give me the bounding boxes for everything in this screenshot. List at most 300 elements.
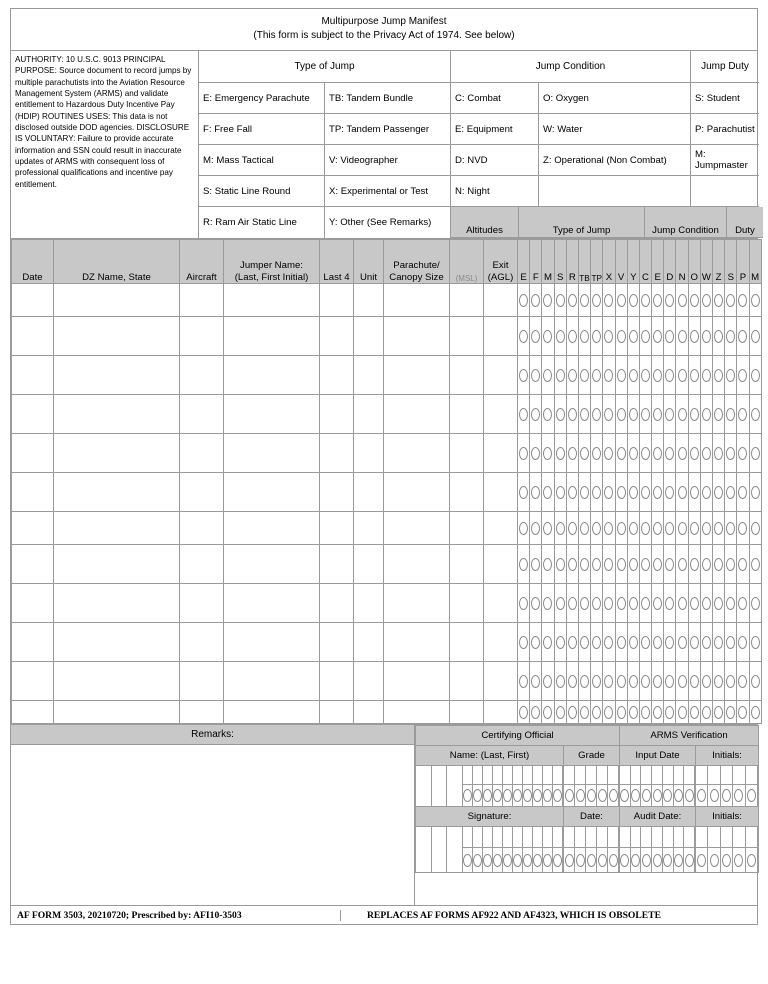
checkbox-cell[interactable] <box>578 512 590 545</box>
oval-checkbox-icon[interactable] <box>751 636 760 649</box>
checkbox-cell[interactable] <box>566 395 578 434</box>
write-in-box[interactable] <box>564 827 575 847</box>
checkbox-cell[interactable] <box>696 848 708 872</box>
checkbox-cell[interactable] <box>542 317 554 356</box>
checkbox-cell[interactable] <box>578 662 590 701</box>
checkbox-cell[interactable] <box>591 284 603 317</box>
oval-checkbox-icon[interactable] <box>533 854 542 867</box>
write-in-box[interactable] <box>493 766 503 784</box>
oval-checkbox-icon[interactable] <box>629 636 638 649</box>
checkbox-cell[interactable] <box>553 848 563 872</box>
checkbox-cell[interactable] <box>513 785 523 806</box>
checkbox-cell[interactable] <box>639 623 651 662</box>
checkbox-cell[interactable] <box>566 356 578 395</box>
oval-checkbox-icon[interactable] <box>617 447 626 460</box>
checkbox-cell[interactable] <box>554 512 566 545</box>
table-row[interactable] <box>12 512 762 545</box>
cell-canopy[interactable] <box>384 512 450 545</box>
checkbox-cell[interactable] <box>566 473 578 512</box>
oval-checkbox-icon[interactable] <box>629 294 638 307</box>
oval-checkbox-icon[interactable] <box>629 675 638 688</box>
oval-checkbox-icon[interactable] <box>629 522 638 535</box>
cell-aircraft[interactable] <box>180 395 224 434</box>
checkbox-cell[interactable] <box>518 395 530 434</box>
oval-checkbox-icon[interactable] <box>751 486 760 499</box>
checkbox-cell[interactable] <box>627 473 639 512</box>
oval-checkbox-icon[interactable] <box>531 636 540 649</box>
oval-checkbox-icon[interactable] <box>714 636 723 649</box>
write-in-box[interactable] <box>708 827 720 847</box>
oval-checkbox-icon[interactable] <box>653 597 662 610</box>
checkbox-cell[interactable] <box>737 545 749 584</box>
cell-aircraft[interactable] <box>180 434 224 473</box>
checkbox-cell[interactable] <box>737 584 749 623</box>
checkbox-cell[interactable] <box>696 785 708 806</box>
cell-date[interactable] <box>12 395 54 434</box>
oval-checkbox-icon[interactable] <box>726 706 735 719</box>
cell-date[interactable] <box>12 473 54 512</box>
oval-checkbox-icon[interactable] <box>598 789 607 802</box>
cell-aircraft[interactable] <box>180 356 224 395</box>
checkbox-cell[interactable] <box>749 284 761 317</box>
checkbox-cell[interactable] <box>578 284 590 317</box>
checkbox-cell[interactable] <box>639 434 651 473</box>
oval-checkbox-icon[interactable] <box>641 408 650 421</box>
oval-checkbox-icon[interactable] <box>519 369 528 382</box>
checkbox-cell[interactable] <box>578 434 590 473</box>
cell-canopy[interactable] <box>384 356 450 395</box>
oval-checkbox-icon[interactable] <box>580 330 589 343</box>
oval-checkbox-icon[interactable] <box>641 486 650 499</box>
oval-checkbox-icon[interactable] <box>714 369 723 382</box>
checkbox-cell[interactable] <box>733 785 745 806</box>
oval-checkbox-icon[interactable] <box>592 597 601 610</box>
oval-checkbox-icon[interactable] <box>604 558 613 571</box>
cell-date[interactable] <box>12 623 54 662</box>
oval-checkbox-icon[interactable] <box>592 522 601 535</box>
cell-canopy[interactable] <box>384 623 450 662</box>
oval-checkbox-icon[interactable] <box>697 789 706 802</box>
cell-dz[interactable] <box>54 512 180 545</box>
checkbox-cell[interactable] <box>676 395 688 434</box>
oval-checkbox-icon[interactable] <box>653 522 662 535</box>
checkbox-cell[interactable] <box>518 545 530 584</box>
checkbox-cell[interactable] <box>542 545 554 584</box>
checkbox-cell[interactable] <box>615 623 627 662</box>
checkbox-cell[interactable] <box>578 623 590 662</box>
cell-unit[interactable] <box>354 356 384 395</box>
checkbox-cell[interactable] <box>575 785 586 806</box>
checkbox-cell[interactable] <box>493 848 503 872</box>
cert-grade-value-1[interactable] <box>564 766 620 807</box>
oval-checkbox-icon[interactable] <box>678 675 687 688</box>
checkbox-cell[interactable] <box>725 545 737 584</box>
checkbox-cell[interactable] <box>597 848 608 872</box>
cell-msl[interactable] <box>450 701 484 724</box>
oval-checkbox-icon[interactable] <box>751 294 760 307</box>
oval-checkbox-icon[interactable] <box>556 408 565 421</box>
checkbox-cell[interactable] <box>652 473 664 512</box>
checkbox-cell[interactable] <box>676 545 688 584</box>
cell-canopy[interactable] <box>384 701 450 724</box>
checkbox-cell[interactable] <box>627 284 639 317</box>
checkbox-cell[interactable] <box>725 584 737 623</box>
checkbox-cell[interactable] <box>530 545 542 584</box>
oval-checkbox-icon[interactable] <box>592 675 601 688</box>
write-in-box[interactable] <box>447 827 463 872</box>
cell-msl[interactable] <box>450 662 484 701</box>
oval-checkbox-icon[interactable] <box>641 636 650 649</box>
checkbox-cell[interactable] <box>676 473 688 512</box>
oval-checkbox-icon[interactable] <box>523 789 532 802</box>
cert-initials-value-2[interactable] <box>696 827 759 873</box>
oval-checkbox-icon[interactable] <box>738 369 747 382</box>
oval-checkbox-icon[interactable] <box>665 408 674 421</box>
checkbox-cell[interactable] <box>518 584 530 623</box>
checkbox-cell[interactable] <box>713 584 725 623</box>
checkbox-cell[interactable] <box>639 356 651 395</box>
checkbox-cell[interactable] <box>603 356 615 395</box>
write-in-box[interactable] <box>631 766 642 784</box>
checkbox-cell[interactable] <box>566 623 578 662</box>
oval-checkbox-icon[interactable] <box>726 558 735 571</box>
checkbox-cell[interactable] <box>639 512 651 545</box>
checkbox-cell[interactable] <box>652 584 664 623</box>
oval-checkbox-icon[interactable] <box>738 486 747 499</box>
oval-checkbox-icon[interactable] <box>722 854 731 867</box>
checkbox-cell[interactable] <box>518 434 530 473</box>
checkbox-cell[interactable] <box>652 701 664 724</box>
oval-checkbox-icon[interactable] <box>702 447 711 460</box>
checkbox-cell[interactable] <box>542 395 554 434</box>
checkbox-cell[interactable] <box>591 356 603 395</box>
oval-checkbox-icon[interactable] <box>641 558 650 571</box>
checkbox-cell[interactable] <box>700 545 712 584</box>
oval-checkbox-icon[interactable] <box>690 558 699 571</box>
checkbox-cell[interactable] <box>513 848 523 872</box>
oval-checkbox-icon[interactable] <box>629 330 638 343</box>
oval-checkbox-icon[interactable] <box>653 294 662 307</box>
oval-checkbox-icon[interactable] <box>580 369 589 382</box>
checkbox-cell[interactable] <box>652 434 664 473</box>
oval-checkbox-icon[interactable] <box>604 408 613 421</box>
write-in-box[interactable] <box>652 766 663 784</box>
oval-checkbox-icon[interactable] <box>604 597 613 610</box>
checkbox-cell[interactable] <box>664 701 676 724</box>
checkbox-cell[interactable] <box>725 284 737 317</box>
cell-last4[interactable] <box>320 623 354 662</box>
oval-checkbox-icon[interactable] <box>702 522 711 535</box>
oval-checkbox-icon[interactable] <box>714 330 723 343</box>
oval-checkbox-icon[interactable] <box>565 789 574 802</box>
checkbox-cell[interactable] <box>737 473 749 512</box>
oval-checkbox-icon[interactable] <box>519 330 528 343</box>
cert-date-value[interactable] <box>564 827 620 873</box>
checkbox-cell[interactable] <box>566 434 578 473</box>
oval-checkbox-icon[interactable] <box>543 522 552 535</box>
oval-checkbox-icon[interactable] <box>609 789 618 802</box>
checkbox-cell[interactable] <box>639 545 651 584</box>
checkbox-cell[interactable] <box>713 356 725 395</box>
oval-checkbox-icon[interactable] <box>690 486 699 499</box>
checkbox-cell[interactable] <box>725 434 737 473</box>
oval-checkbox-icon[interactable] <box>751 597 760 610</box>
write-in-box[interactable] <box>631 827 642 847</box>
checkbox-cell[interactable] <box>664 434 676 473</box>
cell-dz[interactable] <box>54 662 180 701</box>
cell-exit[interactable] <box>484 473 518 512</box>
oval-checkbox-icon[interactable] <box>576 854 585 867</box>
checkbox-cell[interactable] <box>721 848 733 872</box>
checkbox-cell[interactable] <box>688 512 700 545</box>
oval-checkbox-icon[interactable] <box>641 330 650 343</box>
checkbox-cell[interactable] <box>591 545 603 584</box>
oval-checkbox-icon[interactable] <box>617 636 626 649</box>
oval-checkbox-icon[interactable] <box>556 369 565 382</box>
oval-checkbox-icon[interactable] <box>531 706 540 719</box>
checkbox-cell[interactable] <box>542 512 554 545</box>
cell-unit[interactable] <box>354 473 384 512</box>
checkbox-cell[interactable] <box>542 623 554 662</box>
oval-checkbox-icon[interactable] <box>531 369 540 382</box>
oval-checkbox-icon[interactable] <box>641 597 650 610</box>
checkbox-cell[interactable] <box>591 434 603 473</box>
checkbox-cell[interactable] <box>518 317 530 356</box>
checkbox-cell[interactable] <box>725 512 737 545</box>
cell-dz[interactable] <box>54 623 180 662</box>
checkbox-cell[interactable] <box>674 785 685 806</box>
write-in-box[interactable] <box>533 827 543 847</box>
checkbox-cell[interactable] <box>473 785 483 806</box>
oval-checkbox-icon[interactable] <box>503 789 512 802</box>
oval-checkbox-icon[interactable] <box>726 369 735 382</box>
cell-date[interactable] <box>12 545 54 584</box>
oval-checkbox-icon[interactable] <box>653 369 662 382</box>
table-row[interactable] <box>12 623 762 662</box>
oval-checkbox-icon[interactable] <box>592 558 601 571</box>
oval-checkbox-icon[interactable] <box>714 294 723 307</box>
cell-exit[interactable] <box>484 545 518 584</box>
cell-aircraft[interactable] <box>180 317 224 356</box>
checkbox-cell[interactable] <box>603 317 615 356</box>
cert-input-date-value-1[interactable] <box>620 766 696 807</box>
write-in-box[interactable] <box>473 827 483 847</box>
oval-checkbox-icon[interactable] <box>726 675 735 688</box>
checkbox-cell[interactable] <box>554 356 566 395</box>
checkbox-cell[interactable] <box>663 785 674 806</box>
checkbox-cell[interactable] <box>725 701 737 724</box>
cell-jumper[interactable] <box>224 512 320 545</box>
oval-checkbox-icon[interactable] <box>568 706 577 719</box>
oval-checkbox-icon[interactable] <box>726 636 735 649</box>
cell-msl[interactable] <box>450 284 484 317</box>
checkbox-cell[interactable] <box>615 662 627 701</box>
checkbox-cell[interactable] <box>737 701 749 724</box>
oval-checkbox-icon[interactable] <box>556 597 565 610</box>
checkbox-cell[interactable] <box>713 434 725 473</box>
checkbox-cell[interactable] <box>530 317 542 356</box>
oval-checkbox-icon[interactable] <box>685 854 694 867</box>
cell-last4[interactable] <box>320 356 354 395</box>
oval-checkbox-icon[interactable] <box>702 330 711 343</box>
oval-checkbox-icon[interactable] <box>620 789 629 802</box>
checkbox-cell[interactable] <box>566 512 578 545</box>
cell-jumper[interactable] <box>224 623 320 662</box>
oval-checkbox-icon[interactable] <box>665 597 674 610</box>
oval-checkbox-icon[interactable] <box>665 330 674 343</box>
oval-checkbox-icon[interactable] <box>531 675 540 688</box>
cell-canopy[interactable] <box>384 473 450 512</box>
oval-checkbox-icon[interactable] <box>747 854 756 867</box>
checkbox-cell[interactable] <box>554 662 566 701</box>
oval-checkbox-icon[interactable] <box>604 447 613 460</box>
cell-canopy[interactable] <box>384 434 450 473</box>
checkbox-cell[interactable] <box>700 584 712 623</box>
write-in-box[interactable] <box>483 766 493 784</box>
oval-checkbox-icon[interactable] <box>568 675 577 688</box>
checkbox-cell[interactable] <box>725 662 737 701</box>
checkbox-cell[interactable] <box>652 395 664 434</box>
checkbox-cell[interactable] <box>639 584 651 623</box>
checkbox-cell[interactable] <box>713 623 725 662</box>
checkbox-cell[interactable] <box>749 662 761 701</box>
cell-date[interactable] <box>12 701 54 724</box>
cell-last4[interactable] <box>320 512 354 545</box>
oval-checkbox-icon[interactable] <box>665 447 674 460</box>
oval-checkbox-icon[interactable] <box>751 706 760 719</box>
checkbox-cell[interactable] <box>553 785 563 806</box>
oval-checkbox-icon[interactable] <box>710 789 719 802</box>
oval-checkbox-icon[interactable] <box>556 294 565 307</box>
checkbox-cell[interactable] <box>713 473 725 512</box>
checkbox-cell[interactable] <box>620 848 631 872</box>
cell-last4[interactable] <box>320 584 354 623</box>
write-in-box[interactable] <box>608 766 619 784</box>
cell-exit[interactable] <box>484 662 518 701</box>
checkbox-cell[interactable] <box>603 395 615 434</box>
oval-checkbox-icon[interactable] <box>543 447 552 460</box>
cell-exit[interactable] <box>484 512 518 545</box>
checkbox-cell[interactable] <box>749 545 761 584</box>
checkbox-cell[interactable] <box>684 848 695 872</box>
checkbox-cell[interactable] <box>664 473 676 512</box>
write-in-box[interactable] <box>553 827 563 847</box>
checkbox-cell[interactable] <box>627 584 639 623</box>
checkbox-cell[interactable] <box>749 584 761 623</box>
checkbox-cell[interactable] <box>664 395 676 434</box>
write-in-box[interactable] <box>432 827 448 872</box>
oval-checkbox-icon[interactable] <box>726 408 735 421</box>
oval-checkbox-icon[interactable] <box>678 294 687 307</box>
oval-checkbox-icon[interactable] <box>690 636 699 649</box>
oval-checkbox-icon[interactable] <box>653 486 662 499</box>
checkbox-cell[interactable] <box>749 356 761 395</box>
checkbox-cell[interactable] <box>523 785 533 806</box>
oval-checkbox-icon[interactable] <box>463 789 472 802</box>
oval-checkbox-icon[interactable] <box>631 854 640 867</box>
oval-checkbox-icon[interactable] <box>513 789 522 802</box>
oval-checkbox-icon[interactable] <box>568 486 577 499</box>
oval-checkbox-icon[interactable] <box>702 558 711 571</box>
write-in-box[interactable] <box>733 766 745 784</box>
cell-last4[interactable] <box>320 434 354 473</box>
oval-checkbox-icon[interactable] <box>726 522 735 535</box>
cell-aircraft[interactable] <box>180 512 224 545</box>
write-in-box[interactable] <box>641 766 652 784</box>
cell-dz[interactable] <box>54 701 180 724</box>
cell-unit[interactable] <box>354 317 384 356</box>
oval-checkbox-icon[interactable] <box>722 789 731 802</box>
oval-checkbox-icon[interactable] <box>714 597 723 610</box>
oval-checkbox-icon[interactable] <box>751 408 760 421</box>
oval-checkbox-icon[interactable] <box>663 854 672 867</box>
oval-checkbox-icon[interactable] <box>629 597 638 610</box>
oval-checkbox-icon[interactable] <box>617 408 626 421</box>
checkbox-cell[interactable] <box>615 317 627 356</box>
oval-checkbox-icon[interactable] <box>568 522 577 535</box>
oval-checkbox-icon[interactable] <box>641 675 650 688</box>
oval-checkbox-icon[interactable] <box>751 558 760 571</box>
checkbox-cell[interactable] <box>530 434 542 473</box>
cell-last4[interactable] <box>320 395 354 434</box>
checkbox-cell[interactable] <box>639 284 651 317</box>
oval-checkbox-icon[interactable] <box>665 294 674 307</box>
oval-checkbox-icon[interactable] <box>493 789 502 802</box>
oval-checkbox-icon[interactable] <box>531 522 540 535</box>
oval-checkbox-icon[interactable] <box>617 597 626 610</box>
write-in-box[interactable] <box>746 766 758 784</box>
checkbox-cell[interactable] <box>566 662 578 701</box>
checkbox-cell[interactable] <box>542 434 554 473</box>
checkbox-cell[interactable] <box>664 512 676 545</box>
cell-last4[interactable] <box>320 545 354 584</box>
cell-unit[interactable] <box>354 284 384 317</box>
checkbox-cell[interactable] <box>566 584 578 623</box>
checkbox-cell[interactable] <box>627 623 639 662</box>
write-in-box[interactable] <box>416 827 432 872</box>
oval-checkbox-icon[interactable] <box>592 447 601 460</box>
oval-checkbox-icon[interactable] <box>653 447 662 460</box>
oval-checkbox-icon[interactable] <box>592 408 601 421</box>
table-row[interactable] <box>12 662 762 701</box>
cell-unit[interactable] <box>354 395 384 434</box>
table-row[interactable] <box>12 584 762 623</box>
oval-checkbox-icon[interactable] <box>580 294 589 307</box>
checkbox-cell[interactable] <box>530 473 542 512</box>
write-in-box[interactable] <box>575 827 586 847</box>
cell-dz[interactable] <box>54 284 180 317</box>
checkbox-cell[interactable] <box>627 395 639 434</box>
write-in-box[interactable] <box>733 827 745 847</box>
checkbox-cell[interactable] <box>676 512 688 545</box>
oval-checkbox-icon[interactable] <box>543 369 552 382</box>
oval-checkbox-icon[interactable] <box>604 522 613 535</box>
checkbox-cell[interactable] <box>652 284 664 317</box>
cell-last4[interactable] <box>320 701 354 724</box>
checkbox-cell[interactable] <box>518 356 530 395</box>
cell-date[interactable] <box>12 662 54 701</box>
write-in-box[interactable] <box>586 827 597 847</box>
cell-msl[interactable] <box>450 473 484 512</box>
checkbox-cell[interactable] <box>554 623 566 662</box>
checkbox-cell[interactable] <box>676 662 688 701</box>
oval-checkbox-icon[interactable] <box>726 486 735 499</box>
checkbox-cell[interactable] <box>700 434 712 473</box>
cell-unit[interactable] <box>354 701 384 724</box>
checkbox-cell[interactable] <box>530 356 542 395</box>
checkbox-cell[interactable] <box>603 662 615 701</box>
write-in-box[interactable] <box>553 766 563 784</box>
